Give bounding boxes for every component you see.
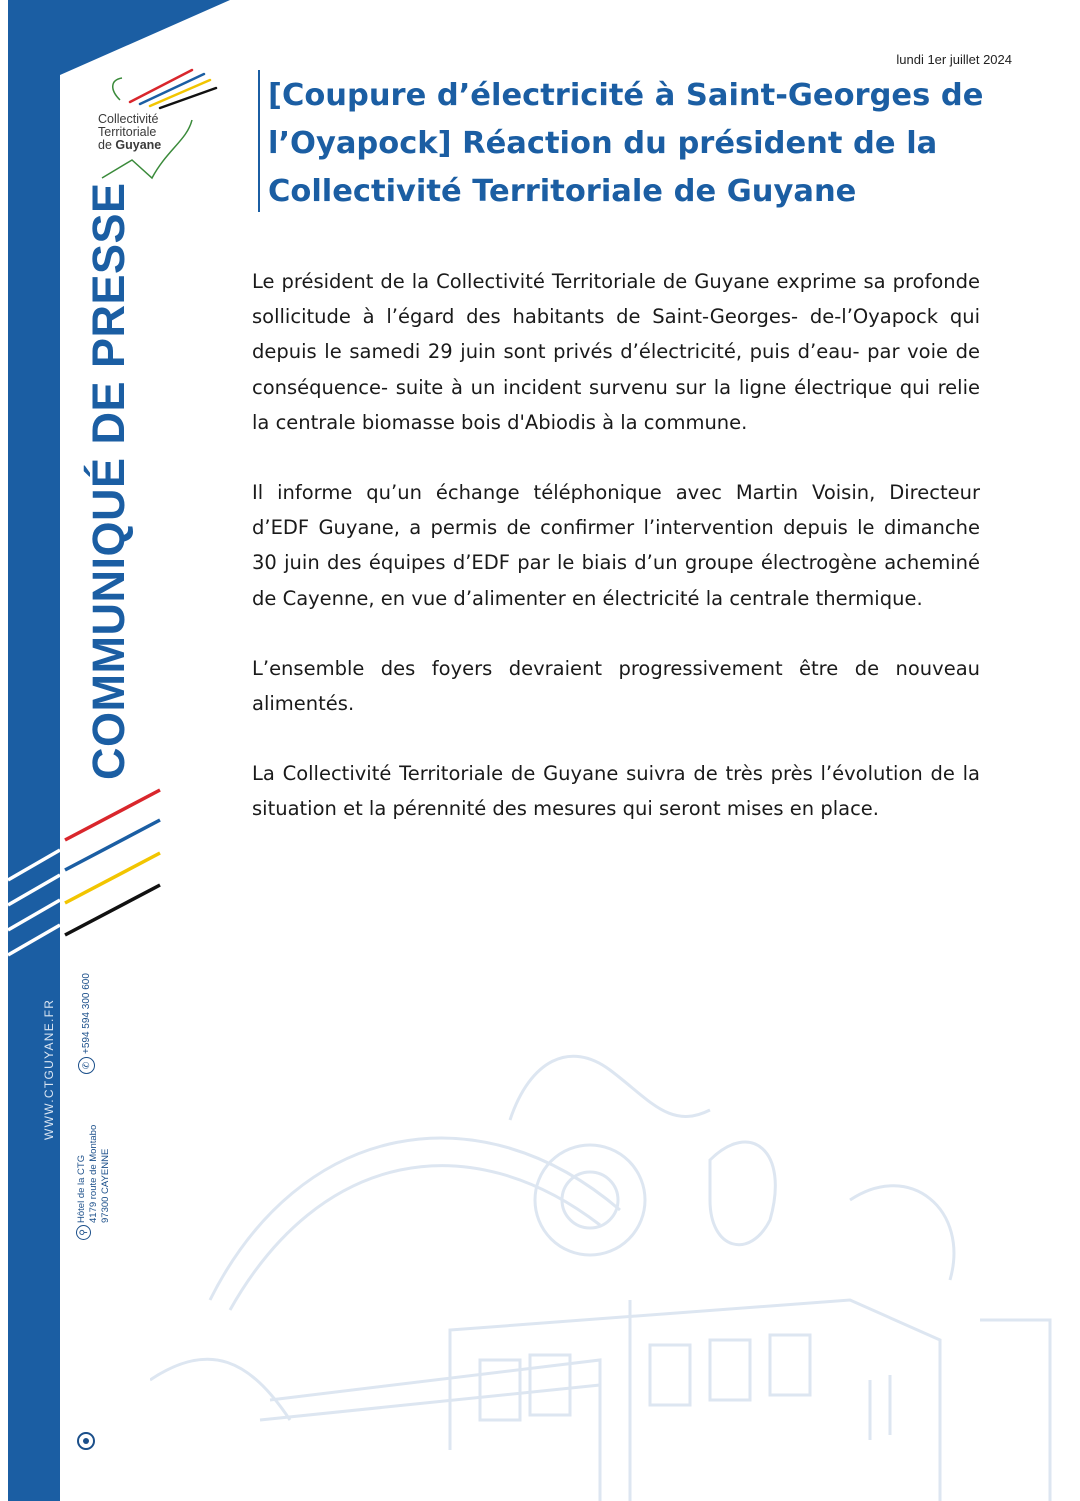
address-line-3: 97300 CAYENNE bbox=[100, 1148, 111, 1223]
location-pin-icon: ⚲ bbox=[76, 1225, 91, 1240]
paragraph-4: La Collectivité Territoriale de Guyane suivra de très près l’évolution de la situation et la pérennité des mesures qui seront mises en place. bbox=[252, 762, 980, 821]
phone-icon: ✆ bbox=[78, 1057, 95, 1074]
phone-contact bbox=[78, 973, 95, 1074]
vertical-press-release-title: COMMUNIQUÉ DE PRESSE bbox=[83, 182, 134, 780]
social-round-icon bbox=[77, 1432, 95, 1450]
watermark-building-drawing bbox=[150, 1000, 1080, 1501]
address-line-1: Hôtel de la CTG bbox=[76, 1154, 87, 1223]
website-url[interactable]: WWW.CTGUYANE.FR bbox=[42, 998, 56, 1140]
logo-line-3-bold: Guyane bbox=[115, 138, 162, 152]
logo-wordmark bbox=[98, 113, 178, 152]
phone-number[interactable]: +594 594 300 600 bbox=[81, 973, 92, 1054]
logo-line-1: Collectivité bbox=[98, 112, 159, 126]
paragraph-1: Le président de la Collectivité Territoriale de Guyane exprime sa profonde sollicitude à l’égard des habitants de Saint-Georges- de-l’Oyapock qui depuis le samedi 29 juin sont privés d’électricité, puis d’eau- par voie de conséquence- suite à un incident survenu sur la ligne électrique qui relie la centrale biomasse bois d'Abiodis à la commune. bbox=[252, 270, 980, 434]
logo-line-2: Territoriale bbox=[98, 125, 157, 139]
color-stripes-decoration bbox=[55, 785, 165, 945]
address-contact bbox=[76, 1125, 112, 1240]
title-accent-bar bbox=[258, 70, 260, 212]
release-date: lundi 1er juillet 2024 bbox=[896, 52, 1012, 67]
logo-line-3-prefix: de bbox=[98, 138, 116, 152]
address-line-2: 4179 route de Montabo bbox=[88, 1124, 99, 1223]
paragraph-2: Il informe qu’un échange téléphonique avec Martin Voisin, Directeur d’EDF Guyane, a permis de confirmer l’intervention depuis le dimanche 30 juin des équipes d’EDF par le biais d’un groupe électrogène acheminé de Cayenne, en vue d’alimenter en électricité la centrale thermique. bbox=[252, 481, 980, 610]
press-release-body bbox=[252, 264, 980, 862]
page-title: [Coupure d’électricité à Saint-Georges de l’Oyapock] Réaction du président de la Collectivité Territoriale de Guyane bbox=[268, 78, 984, 209]
paragraph-3: L’ensemble des foyers devraient progressivement être de nouveau alimentés. bbox=[252, 656, 980, 716]
